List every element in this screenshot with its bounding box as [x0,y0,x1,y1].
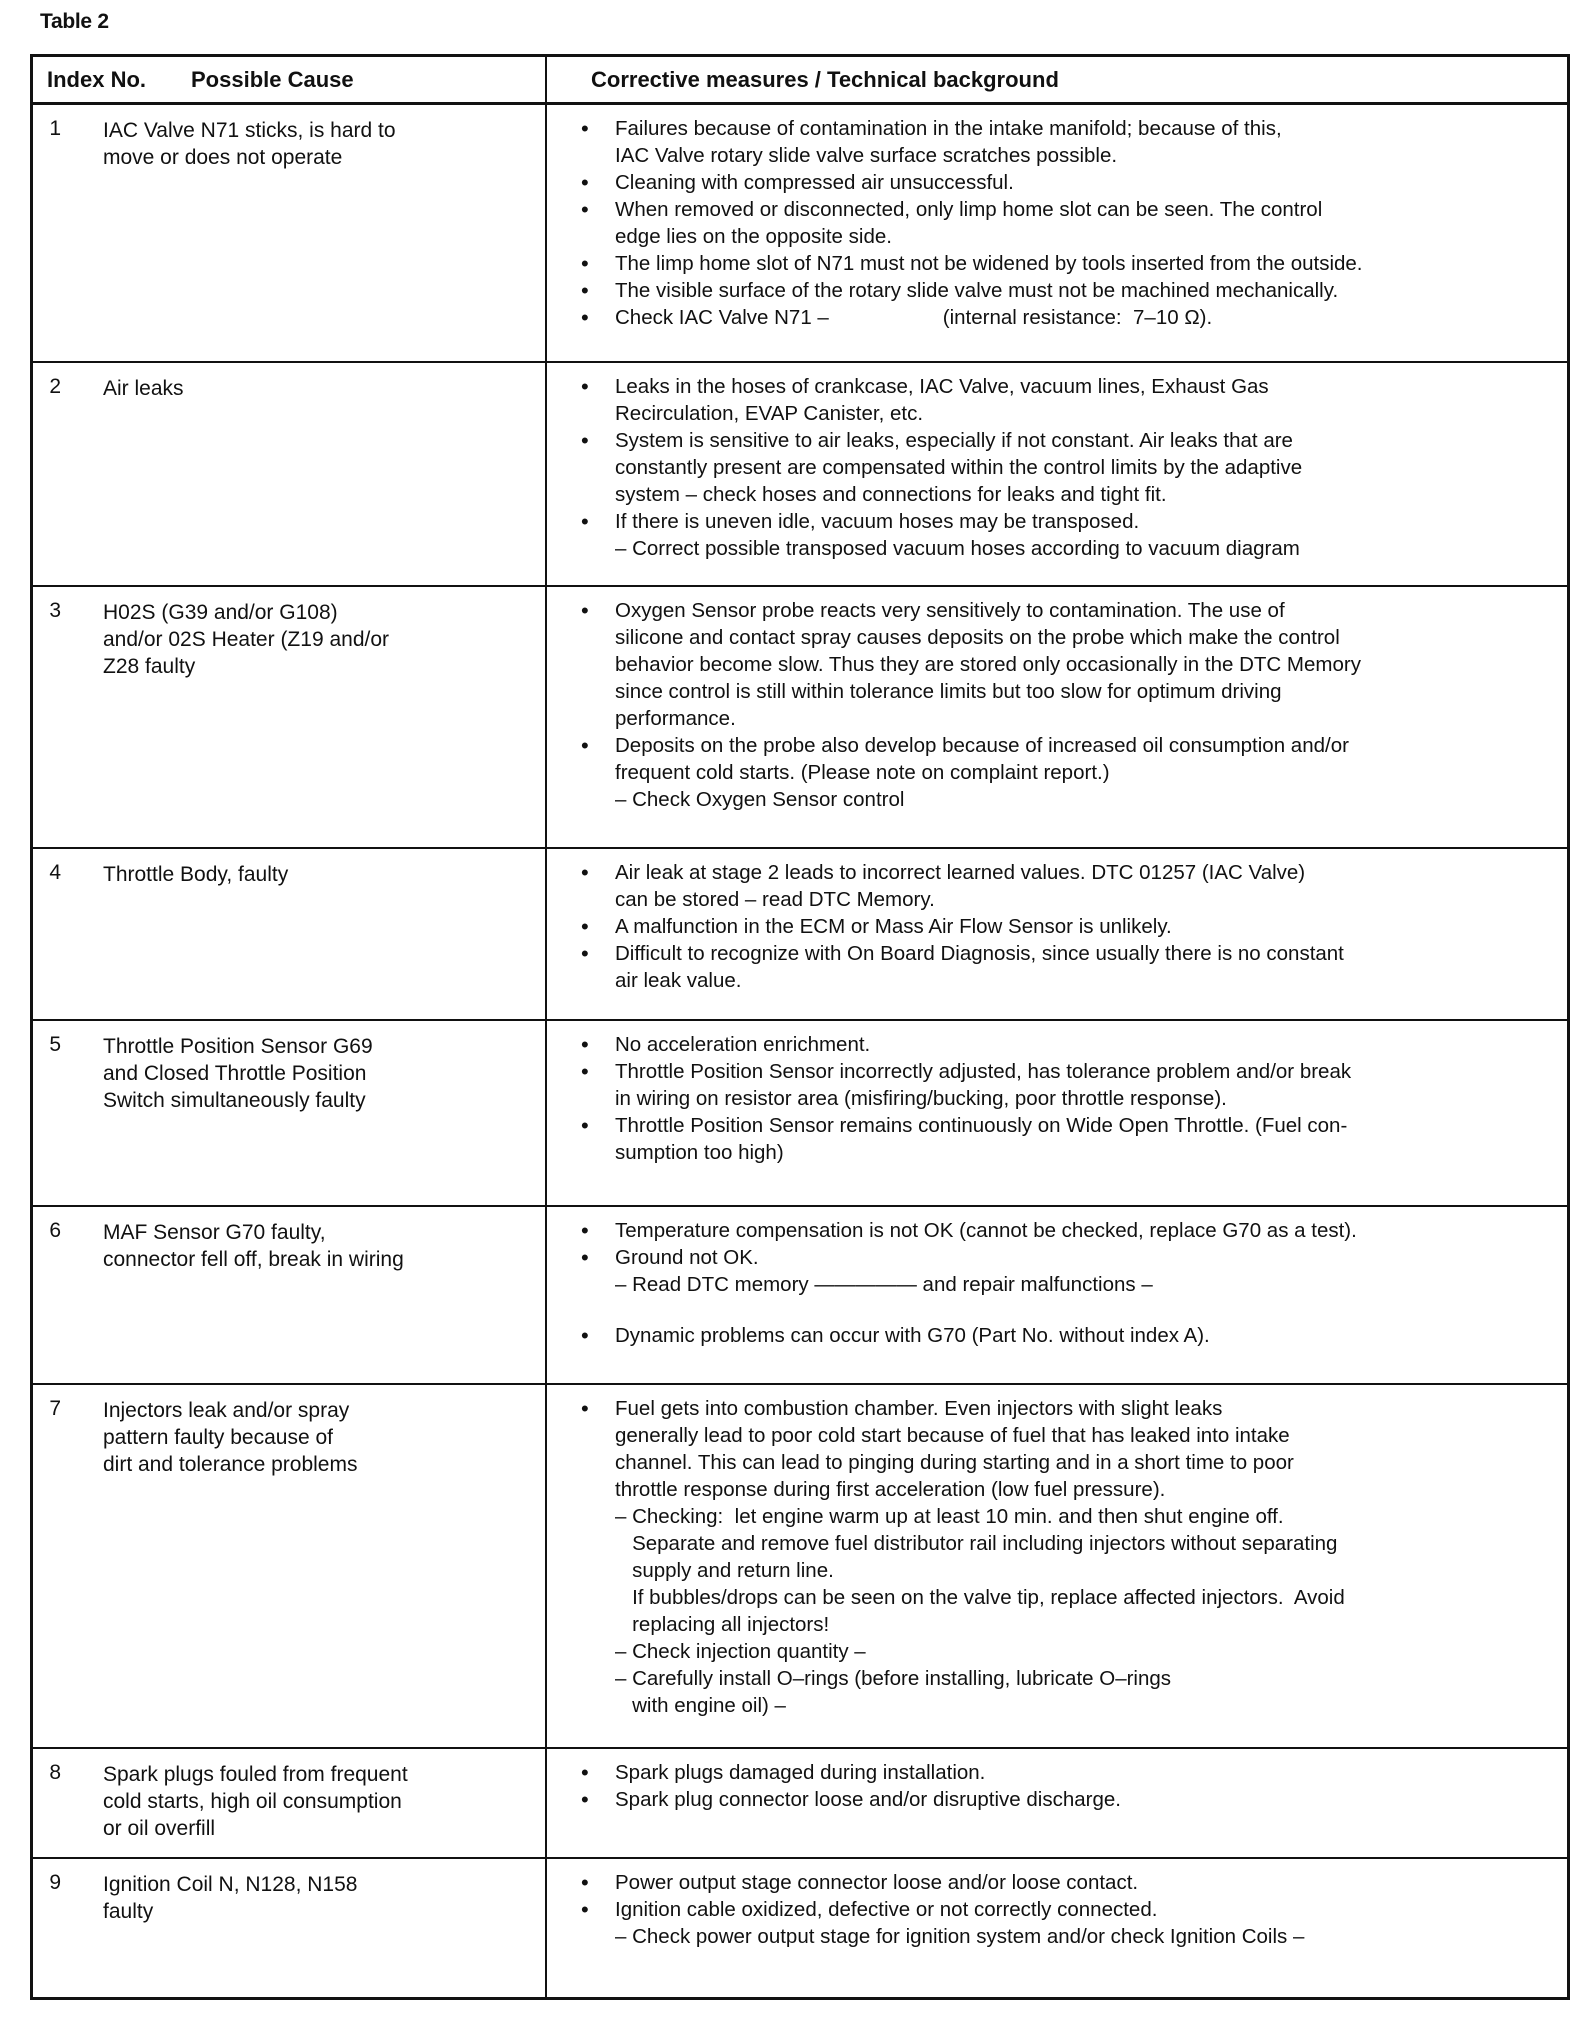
table-row [33,849,1567,1021]
bullet-item: • Dynamic problems can occur with G70 (Part No. without index A). [581,1323,1210,1348]
bullet-icon: • [581,941,589,966]
row-left [33,1385,547,1747]
bullet-item: • No acceleration enrichment. [581,1032,871,1057]
row-index: 6 [49,1219,61,1242]
table-row [33,587,1567,849]
bullet-item: • Failures because of contamination in the intake manifold; because of this, IAC Valve rotary slide valve surface scratches possible. [581,116,1282,167]
row-index: 9 [49,1871,61,1894]
table-row [33,1859,1567,1997]
sub-note: – Checking: let engine warm up at least 10 min. and then shut engine off. Separate and remove fuel distributor rail including injectors without separating supply and return line. If bubbles/drops can be seen on the valve tip, replace affected injectors. Avoid replacing all injectors! – Check injection quantity – – Carefully install O–rings (before installing, lubricate O–rings with engine oil) – [615,1505,1345,1717]
bullet-icon: • [581,374,589,399]
spacer [581,1298,1557,1322]
bullet-item: • Check IAC Valve N71 – (internal resistance: 7–10 Ω). [581,305,1213,330]
table-label: Table 2 [40,10,109,33]
bullet-item: • Fuel gets into combustion chamber. Even injectors with slight leaks generally lead to poor cold start because of fuel that has leaked into intake channel. This can lead to pinging during starting and in a short time to poor throttle response during first acceleration (low fuel pressure). [581,1396,1294,1501]
bullet-icon: • [581,251,589,276]
row-cause: Injectors leak and/or spray pattern faulty because of dirt and tolerance problems [103,1399,358,1476]
row-measures [547,1021,1567,1205]
bullet-icon: • [581,197,589,222]
row-left [33,587,547,847]
bullet-item: • System is sensitive to air leaks, especially if not constant. Air leaks that are constantly present are compensated within the control limits by the adaptive system – check hoses and connections for leaks and tight fit. [581,428,1303,506]
row-index: 2 [49,375,61,398]
header-measures: Corrective measures / Technical background [591,66,1059,92]
sub-note: – Check Oxygen Sensor control [615,788,905,811]
row-cause: Throttle Position Sensor G69 and Closed Throttle Position Switch simultaneously faulty [103,1035,373,1112]
table-row [33,1749,1567,1859]
bullet-icon: • [581,1396,589,1421]
row-index: 7 [49,1397,61,1420]
row-measures [547,1385,1567,1747]
bullet-item: • When removed or disconnected, only limp home slot can be seen. The control edge lies on the opposite side. [581,197,1323,248]
bullet-icon: • [581,1760,589,1785]
bullet-item: • The visible surface of the rotary slide valve must not be machined mechanically. [581,278,1339,303]
bullet-icon: • [581,116,589,141]
row-cause: Air leaks [103,377,184,400]
row-measures [547,363,1567,585]
bullet-item: • Deposits on the probe also develop because of increased oil consumption and/or frequent cold starts. (Please note on complaint report.) [581,733,1349,784]
row-left [33,105,547,361]
bullet-icon: • [581,1032,589,1057]
header-index: Index No. [47,66,147,92]
row-cause: MAF Sensor G70 faulty, connector fell off, break in wiring [103,1221,404,1271]
row-left [33,1749,547,1857]
bullet-icon: • [581,170,589,195]
causes-table [30,54,1570,2000]
bullet-item: • Air leak at stage 2 leads to incorrect learned values. DTC 01257 (IAC Valve) can be stored – read DTC Memory. [581,860,1306,911]
bullet-icon: • [581,1870,589,1895]
bullet-item: • Ignition cable oxidized, defective or not correctly connected. [581,1897,1158,1922]
bullet-item: • Temperature compensation is not OK (cannot be checked, replace G70 as a test). [581,1218,1357,1243]
bullet-item: • Difficult to recognize with On Board Diagnosis, since usually there is no constant air leak value. [581,941,1344,992]
row-index: 4 [49,861,61,884]
row-cause: Ignition Coil N, N128, N158 faulty [103,1873,358,1923]
row-measures [547,587,1567,847]
bullet-icon: • [581,428,589,453]
bullet-item: • Spark plugs damaged during installation. [581,1760,986,1785]
bullet-icon: • [581,860,589,885]
row-measures [547,1859,1567,1997]
bullet-item: • Ground not OK. [581,1245,759,1270]
row-measures [547,849,1567,1019]
sub-note: – Read DTC memory ————— and repair malfunctions – [615,1273,1153,1296]
row-measures [547,105,1567,361]
row-cause: H02S (G39 and/or G108) and/or 02S Heater (Z19 and/or Z28 faulty [103,601,390,678]
sub-note: – Correct possible transposed vacuum hoses according to vacuum diagram [615,537,1300,560]
bullet-item: • Throttle Position Sensor remains continuously on Wide Open Throttle. (Fuel con- sumption too high) [581,1113,1348,1164]
table-header [33,57,1567,105]
table-row [33,1385,1567,1749]
bullet-item: • Cleaning with compressed air unsuccessful. [581,170,1014,195]
bullet-item: • Oxygen Sensor probe reacts very sensitively to contamination. The use of silicone and contact spray causes deposits on the probe which make the control behavior become slow. Thus they are stored only occasionally in the DTC Memory since control is still within tolerance limits but too slow for optimum driving performance. [581,598,1361,730]
bullet-icon: • [581,1787,589,1812]
row-cause: IAC Valve N71 sticks, is hard to move or does not operate [103,119,396,169]
row-index: 8 [49,1761,61,1784]
bullet-icon: • [581,1218,589,1243]
row-index: 3 [49,599,61,622]
row-index: 5 [49,1033,61,1056]
row-left [33,1021,547,1205]
bullet-icon: • [581,733,589,758]
bullet-item: • The limp home slot of N71 must not be widened by tools inserted from the outside. [581,251,1363,276]
bullet-icon: • [581,598,589,623]
bullet-icon: • [581,914,589,939]
bullet-icon: • [581,1897,589,1922]
bullet-item: • Throttle Position Sensor incorrectly adjusted, has tolerance problem and/or break in wiring on resistor area (misfiring/bucking, poor throttle response). [581,1059,1352,1110]
bullet-item: • Spark plug connector loose and/or disruptive discharge. [581,1787,1121,1812]
bullet-item: • A malfunction in the ECM or Mass Air Flow Sensor is unlikely. [581,914,1172,939]
bullet-icon: • [581,509,589,534]
header-left [33,57,547,102]
bullet-icon: • [581,1113,589,1138]
header-cause: Possible Cause [191,66,354,92]
bullet-item: • If there is uneven idle, vacuum hoses may be transposed. [581,509,1140,534]
row-left [33,1207,547,1383]
row-cause: Spark plugs fouled from frequent cold starts, high oil consumption or oil overfill [103,1763,408,1840]
bullet-icon: • [581,305,589,330]
bullet-icon: • [581,278,589,303]
row-left [33,849,547,1019]
bullet-item: • Leaks in the hoses of crankcase, IAC Valve, vacuum lines, Exhaust Gas Recirculation, EVAP Canister, etc. [581,374,1269,425]
row-cause: Throttle Body, faulty [103,863,289,886]
bullet-icon: • [581,1059,589,1084]
bullet-item: • Power output stage connector loose and/or loose contact. [581,1870,1139,1895]
table-row [33,363,1567,587]
sub-note: – Check power output stage for ignition system and/or check Ignition Coils – [615,1925,1305,1948]
table-row [33,105,1567,363]
row-measures [547,1749,1567,1857]
bullet-icon: • [581,1245,589,1270]
bullet-icon: • [581,1323,589,1348]
table-row [33,1021,1567,1207]
row-measures [547,1207,1567,1383]
row-index: 1 [49,117,61,140]
row-left [33,1859,547,1997]
row-left [33,363,547,585]
table-row [33,1207,1567,1385]
